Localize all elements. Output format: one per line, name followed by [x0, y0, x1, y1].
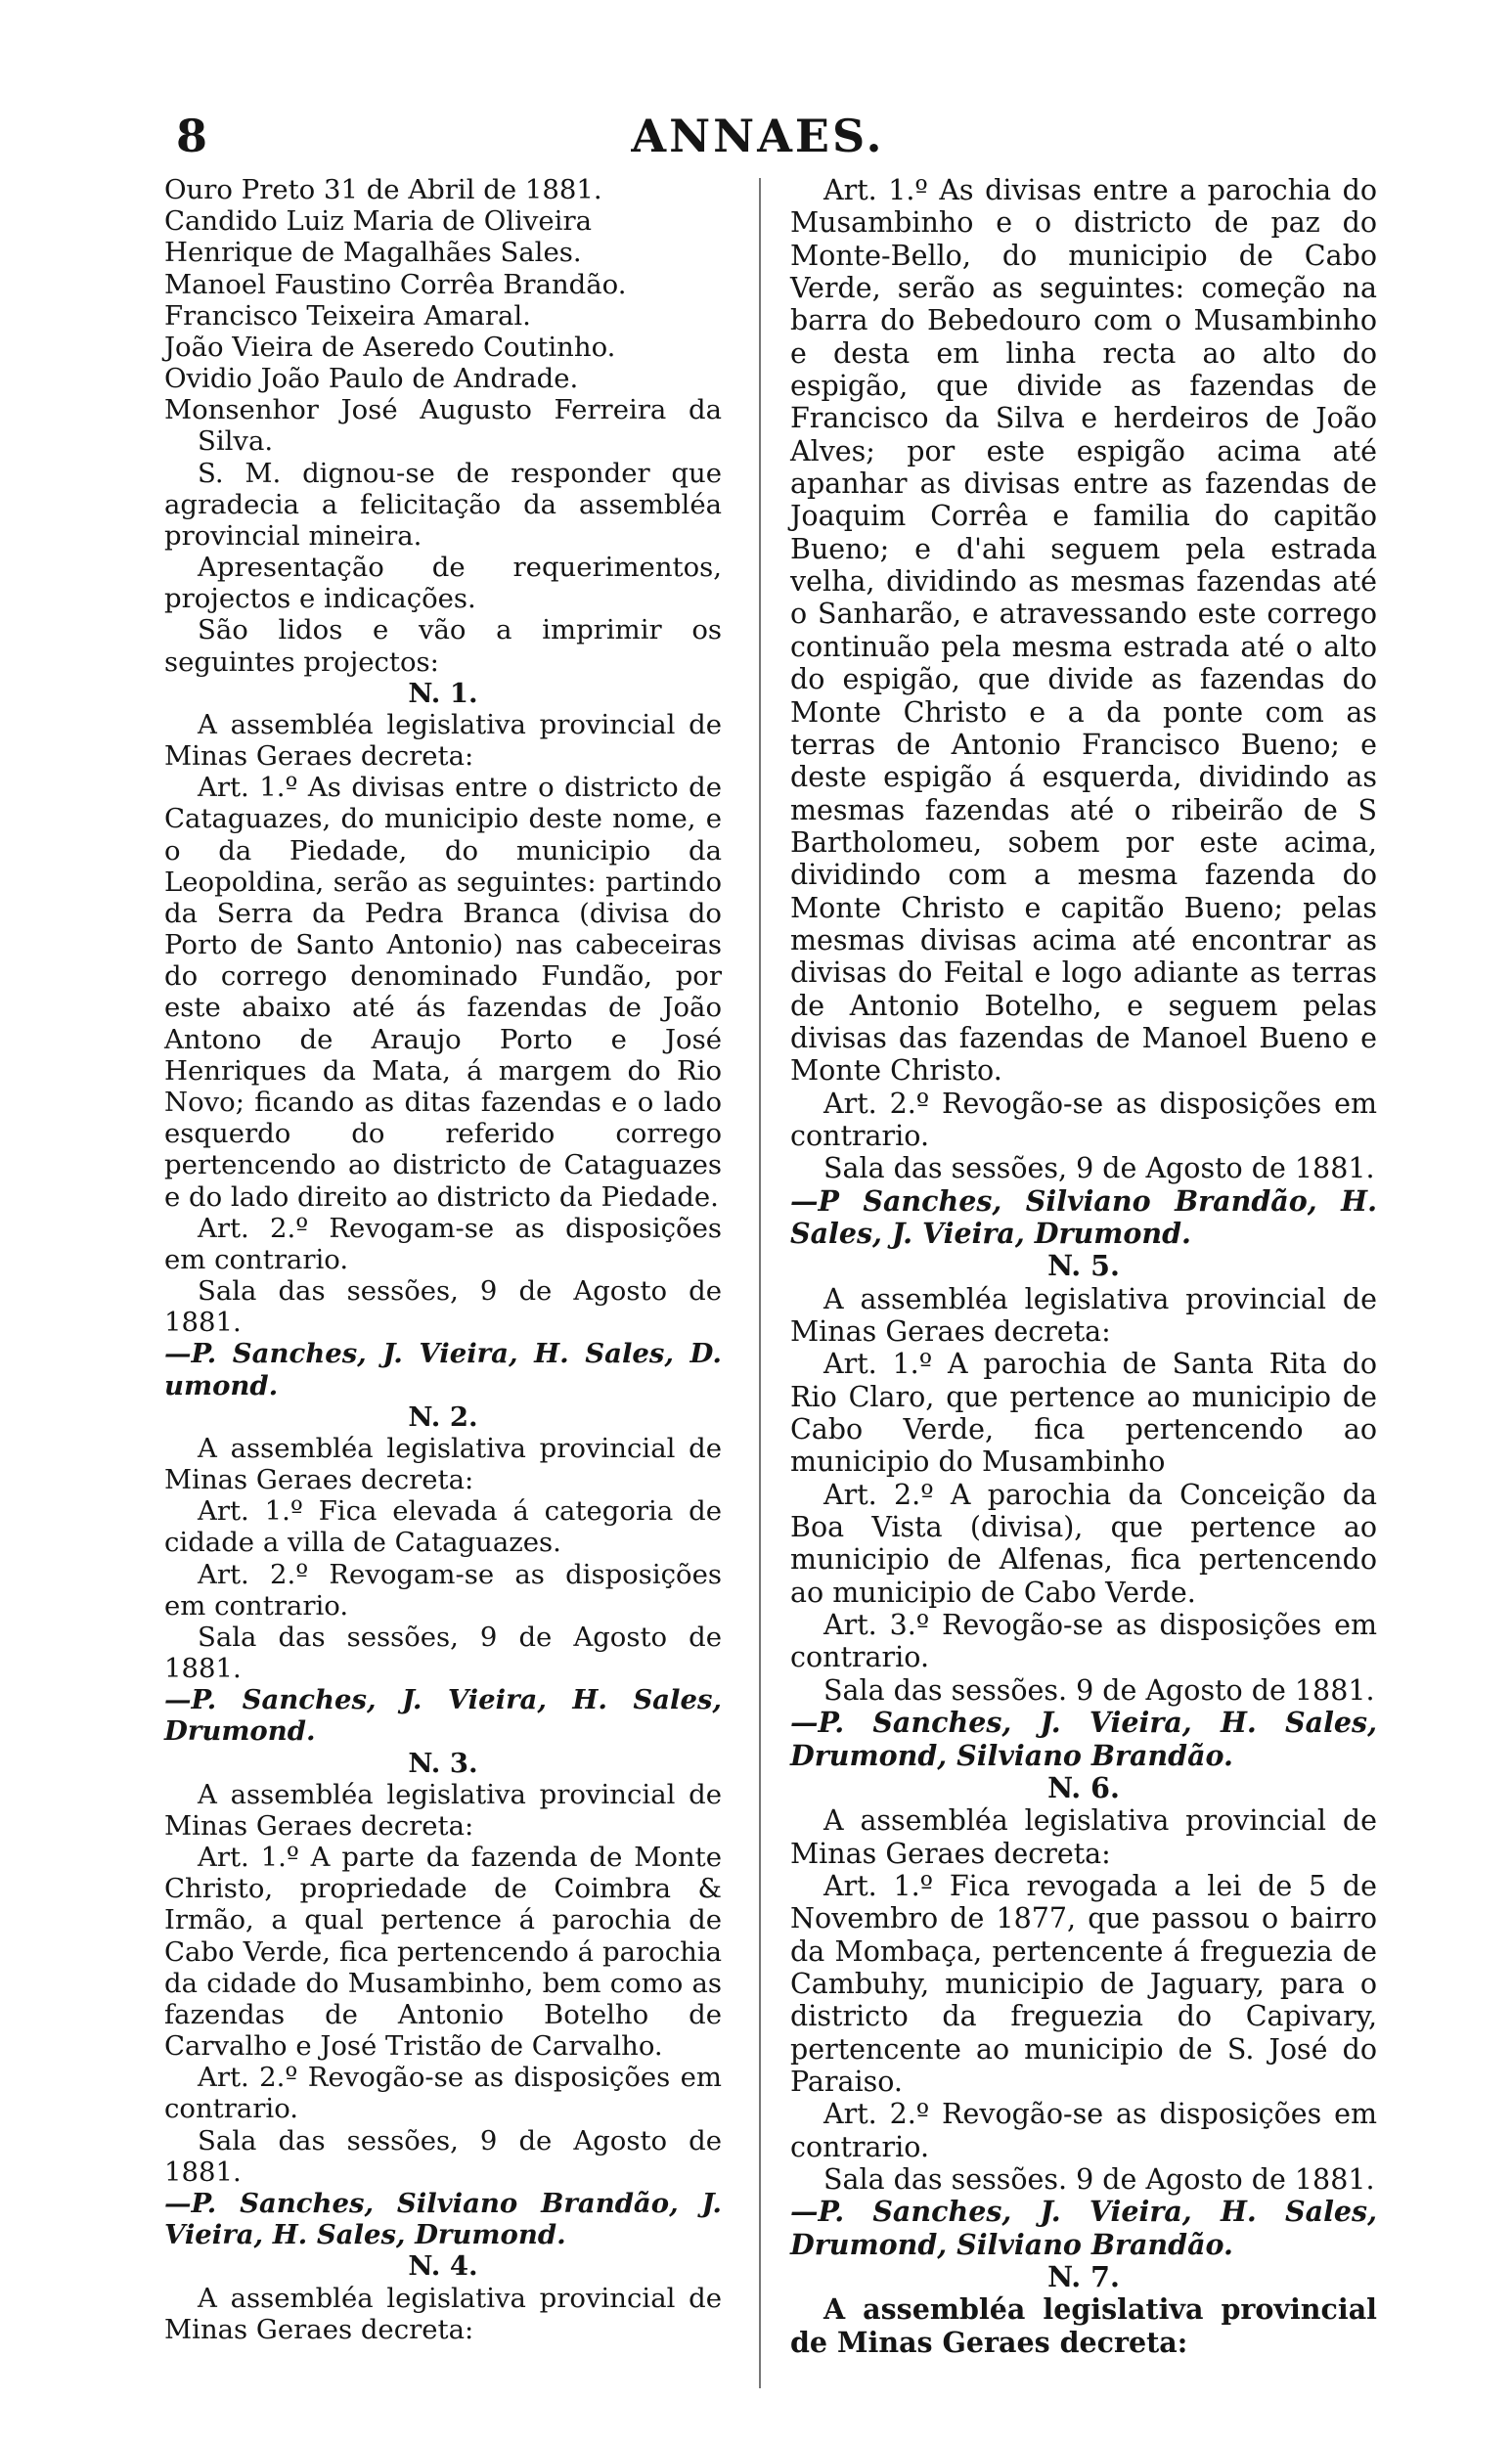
paragraph: Art. 2.º Revogam-se as disposições em contrario.: [164, 1558, 722, 1622]
right-column: [790, 174, 1377, 2359]
paragraph: Sala das sessões, 9 de Agosto de 1881.: [164, 1621, 722, 1685]
paragraph: A assembléa legislativa provincial de Minas Geraes decreta:: [790, 1282, 1377, 1349]
paragraph: Art. 2.º A parochia da Conceição da Boa Vista (divisa), que pertence ao municipio de Alfenas, fica pertencendo ao municipio de Cabo Verde.: [790, 1478, 1377, 1609]
paragraph: Art. 1.º As divisas entre o districto de Cataguazes, do municipio deste nome, e o da Piedade, do municipio da Leopoldina, serão as seguintes: partindo da Serra da Pedra Branca (divisa do Porto de Santo Antonio) nas cabeceiras do corrego denominado Fundão, por este abaixo até ás fazendas de João Antono de Araujo Porto e José Henriques da Mata, á margem do Rio Novo; ficando as ditas fazendas e o lado esquerdo do referido corrego pertencendo ao districto de Cataguazes e do lado direito ao districto da Piedade.: [164, 772, 722, 1213]
paragraph: Sala das sessões, 9 de Agosto de 1881.: [164, 2124, 722, 2188]
page-header: [176, 110, 1340, 168]
signatures: —P. Sanches, Silviano Brandão, J. Vieira, H. Sales, Drumond.: [164, 2188, 722, 2251]
signatory-line: Candido Luiz Maria de Oliveira: [164, 205, 592, 238]
paragraph: Art. 1.º Fica revogada a lei de 5 de Novembro de 1877, que passou o bairro da Mombaça, pertencente á freguezia de Cambuhy, municipio de Jaguary, para o districto da freguezia do Capivary, pertencente ao municipio de S. José do Paraiso.: [790, 1869, 1377, 2098]
paragraph: A assembléa legislativa provincial de Minas Geraes decreta:: [164, 2282, 722, 2345]
project-number: N. 7.: [1047, 2260, 1120, 2293]
signatory-line: Henrique de Magalhães Sales.: [164, 237, 582, 269]
signatory-line: Manoel Faustino Corrêa Brandão.: [164, 268, 627, 300]
project-number: N. 5.: [1047, 1249, 1120, 1283]
paragraph: Art. 2.º Revogam-se as disposições em contrario.: [164, 1212, 722, 1275]
left-column: [164, 174, 722, 2345]
signatory-line: Francisco Teixeira Amaral.: [164, 299, 531, 332]
paragraph: Sala das sessões, 9 de Agosto de 1881.: [823, 1152, 1375, 1185]
project-number: N. 6.: [1047, 1770, 1120, 1804]
signatures: —P Sanches, Silviano Brandão, H. Sales, J. Vieira, Drumond.: [790, 1183, 1377, 1250]
paragraph: Sala das sessões, 9 de Agosto de 1881.: [164, 1275, 722, 1339]
paragraph: Art. 1.º Fica elevada á categoria de cidade a villa de Cataguazes.: [164, 1495, 722, 1559]
running-head: ANNAES.: [631, 110, 885, 162]
project-number: N. 2.: [408, 1400, 478, 1433]
signatures: —P. Sanches, J. Vieira, H. Sales, Drumond, Silviano Brandão.: [790, 2195, 1377, 2261]
paragraph: A assembléa legislativa provincial de Minas Geraes decreta:: [164, 1432, 722, 1496]
signatures: —P. Sanches, J. Vieira, H. Sales, Drumond, Silviano Brandão.: [790, 1706, 1377, 1772]
paragraph: Apresentação de requerimentos, projectos e indicações.: [164, 552, 722, 615]
paragraph: Sala das sessões. 9 de Agosto de 1881.: [823, 2162, 1375, 2196]
page-number: 8: [176, 110, 208, 162]
signatory-line: Ouro Preto 31 de Abril de 1881.: [164, 174, 602, 205]
paragraph: Art. 1.º As divisas entre a parochia do Musambinho e o districto de paz do Monte-Bello, do municipio de Cabo Verde, serão as seguintes: começão na barra do Bebedouro com o Musambinho e desta em linha recta ao alto do espigão, que divide as fazendas de Francisco da Silva e herdeiros de João Alves; por este espigão acima até apanhar as divisas entre as fazendas de Joaquim Corrêa e familia do capitão Bueno; e d'ahi seguem pela estrada velha, dividindo as mesmas fazendas até o Sanharão, e atravessando este corrego continuão pela mesma estrada até o alto do espigão, que divide as fazendas do Monte Christo e a da ponte com as terras de Antonio Francisco Bueno; e deste espigão á esquerda, dividindo as mesmas fazendas até o ribeirão de S Bartholomeu, sobem por este acima, dividindo com a mesma fazenda do Monte Christo e capitão Bueno; pelas mesmas divisas acima até encontrar as divisas do Feital e logo adiante as terras de Antonio Botelho, e seguem pelas divisas das fazendas de Manoel Bueno e Monte Christo.: [790, 174, 1377, 1088]
project-number: N. 3.: [408, 1747, 478, 1779]
signatures: —P. Sanches, J. Vieira, H. Sales, D. umond.: [164, 1338, 722, 1401]
paragraph: Art. 3.º Revogão-se as disposições em contrario.: [790, 1609, 1377, 1674]
signatory-line: João Vieira de Aseredo Coutinho.: [164, 331, 616, 363]
paragraph: A assembléa legislativa provincial de Minas Geraes decreta:: [790, 2292, 1377, 2359]
paragraph: A assembléa legislativa provincial de Minas Geraes decreta:: [164, 708, 722, 773]
paragraph: Art. 1.º A parte da fazenda de Monte Christo, propriedade de Coimbra & Irmão, a qual pertence á parochia de Cabo Verde, fica pertencendo á parochia da cidade do Musambinho, bem como as fazendas de Antonio Botelho de Carvalho e José Tristão de Carvalho.: [164, 1842, 722, 2063]
paragraph: Art. 2.º Revogão-se as disposições em contrario.: [790, 2098, 1377, 2163]
signatory-line: Monsenhor José Augusto Ferreira da Silva.: [164, 394, 722, 458]
column-divider: [759, 178, 761, 2388]
paragraph: A assembléa legislativa provincial de Minas Geraes decreta:: [790, 1804, 1377, 1870]
project-number: N. 4.: [408, 2250, 478, 2283]
paragraph: Sala das sessões. 9 de Agosto de 1881.: [823, 1673, 1375, 1707]
paragraph: Art. 1.º A parochia de Santa Rita do Rio Claro, que pertence ao municipio de Cabo Verde, fica pertencendo ao municipio do Musambinho: [790, 1348, 1377, 1479]
paragraph: A assembléa legislativa provincial de Minas Geraes decreta:: [164, 1778, 722, 1842]
paragraph: Art. 2.º Revogão-se as disposições em contrario.: [164, 2062, 722, 2125]
paragraph: Art. 2.º Revogão-se as disposições em contrario.: [790, 1087, 1377, 1152]
signatory-line: Ovidio João Paulo de Andrade.: [164, 363, 579, 395]
paragraph: São lidos e vão a imprimir os seguintes projectos:: [164, 614, 722, 678]
project-number: N. 1.: [408, 677, 478, 709]
paragraph: S. M. dignou-se de responder que agradecia a felicitação da assembléa provincial mineira.: [164, 457, 722, 552]
signatures: —P. Sanches, J. Vieira, H. Sales, Drumond.: [164, 1684, 722, 1748]
